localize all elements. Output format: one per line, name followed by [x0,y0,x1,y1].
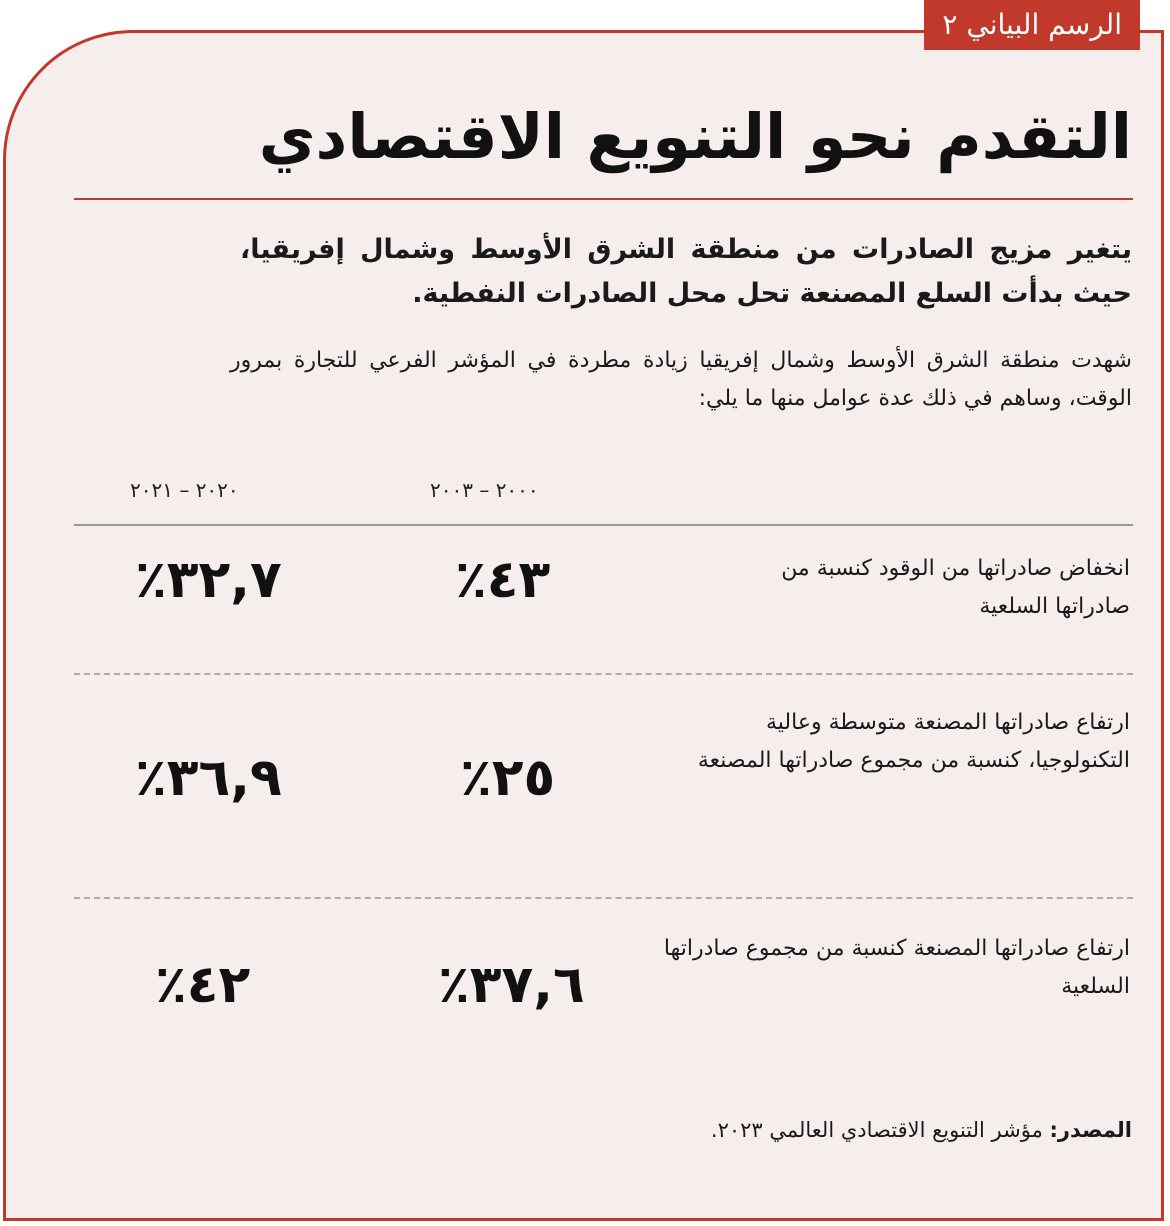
source-label: المصدر: [1049,1118,1132,1142]
value-fuel-2020: ٣٢,٧٪ [135,550,282,610]
page-title: التقدم نحو التنويع الاقتصادي [258,100,1132,173]
lead-paragraph: يتغير مزيج الصادرات من منطقة الشرق الأوسط وشمال إفريقيا، حيث بدأت السلع المصنعة تحل محل الصادرات النفطية. [240,234,1132,309]
value-manufacturing-2000: ٣٧,٦٪ [438,955,585,1015]
column-header-2000-2003: ٢٠٠٠ – ٢٠٠٣ [430,478,539,502]
value-hightech-2000: ٢٥٪ [460,748,556,808]
row-divider [74,673,1133,675]
value-fuel-2000: ٤٣٪ [455,550,551,610]
row-label-manufacturing-share: ارتفاع صادراتها المصنعة كنسبة من مجموع صادراتها السلعية [663,936,1130,999]
value-manufacturing-2020: ٤٢٪ [155,955,251,1015]
column-header-2020-2021: ٢٠٢٠ – ٢٠٢١ [130,478,239,502]
intro-paragraph: شهدت منطقة الشرق الأوسط وشمال إفريقيا زيادة مطردة في المؤشر الفرعي للتجارة بمرور الوقت، وساهم في ذلك عدة عوامل منها ما يلي: [230,348,1132,411]
figure-badge: الرسم البياني ٢ [924,0,1140,50]
value-hightech-2020: ٣٦,٩٪ [135,748,282,808]
source-text: مؤشر التنويع الاقتصادي العالمي ٢٠٢٣. [710,1118,1050,1142]
row-divider [74,897,1133,899]
row-label-hightech-manufacturing: ارتفاع صادراتها المصنعة متوسطة وعالية التكنولوجيا، كنسبة من مجموع صادراتها المصنعة [697,710,1130,773]
row-label-fuel-exports: انخفاض صادراتها من الوقود كنسبة من صادراتها السلعية [781,556,1130,619]
source-note [711,1118,1132,1142]
header-divider [74,524,1133,526]
title-divider [74,198,1133,200]
